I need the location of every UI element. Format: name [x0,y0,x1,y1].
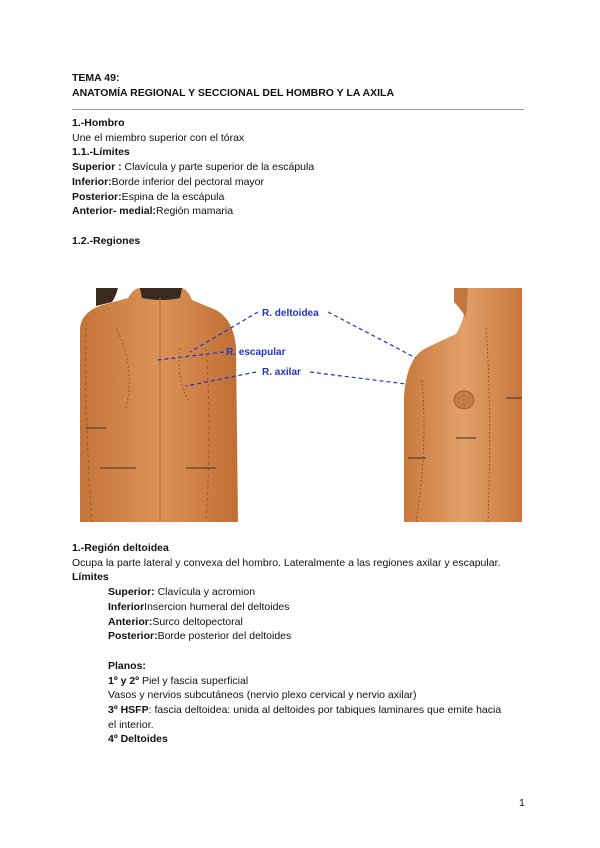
planes-heading: Planos: [108,659,146,672]
page-title: ANATOMÍA REGIONAL Y SECCIONAL DEL HOMBRO Y LA AXILA [72,87,395,99]
plane-detail: el interior. [108,718,154,731]
plane-item: 1º y 2º Piel y fascia superficial [108,674,249,687]
limit-item: Superior: Clavícula y acromion [108,586,256,599]
limit-item: Anterior- medial:Región mamaria [72,205,234,218]
back-view-illustration [80,288,238,522]
limits-heading: 1.1.-Límites [72,146,130,159]
limit-item: Superior : Clavícula y parte superior de la escápula [72,161,315,174]
regions-heading: 1.2.-Regiones [72,234,141,247]
section-hombro [72,116,532,249]
shoulder-regions-figure [76,288,522,522]
page-number: 1 [519,797,525,809]
section-heading: 1.-Región deltoidea [72,542,169,554]
limit-item: Inferior:Borde inferior del pectoral mayor [72,175,264,188]
label-escapular: R. escapular [226,347,286,358]
limit-item: Anterior:Surco deltopectoral [108,615,243,628]
plane-detail: Vasos y nervios subcutáneos (nervio plexo cervical y nervio axilar) [108,689,417,702]
title-divider [72,109,524,110]
title-block [72,71,394,101]
plane-item: 4º Deltoides [108,733,168,746]
label-axilar: R. axilar [262,367,301,378]
limits-heading: Límites [72,571,109,584]
section-region-deltoidea [72,541,532,747]
topic-number: TEMA 49: [72,72,120,84]
limit-item: Posterior:Espina de la escápula [72,190,225,203]
label-deltoidea: R. deltoidea [262,308,319,319]
front-view-illustration [404,288,522,522]
section-intro: Ocupa la parte lateral y convexa del hombro. Lateralmente a las regiones axilar y escapular. [72,556,501,569]
section-intro: Une el miembro superior con el tórax [72,131,245,144]
section-heading: 1.-Hombro [72,117,125,129]
plane-item: 3º HSFP: fascia deltoidea: unida al deltoides por tabiques laminares que emite hacia [108,704,502,717]
limit-item: Posterior:Borde posterior del deltoides [108,630,292,643]
limit-item: InferiorInsercion humeral del deltoides [108,600,290,613]
